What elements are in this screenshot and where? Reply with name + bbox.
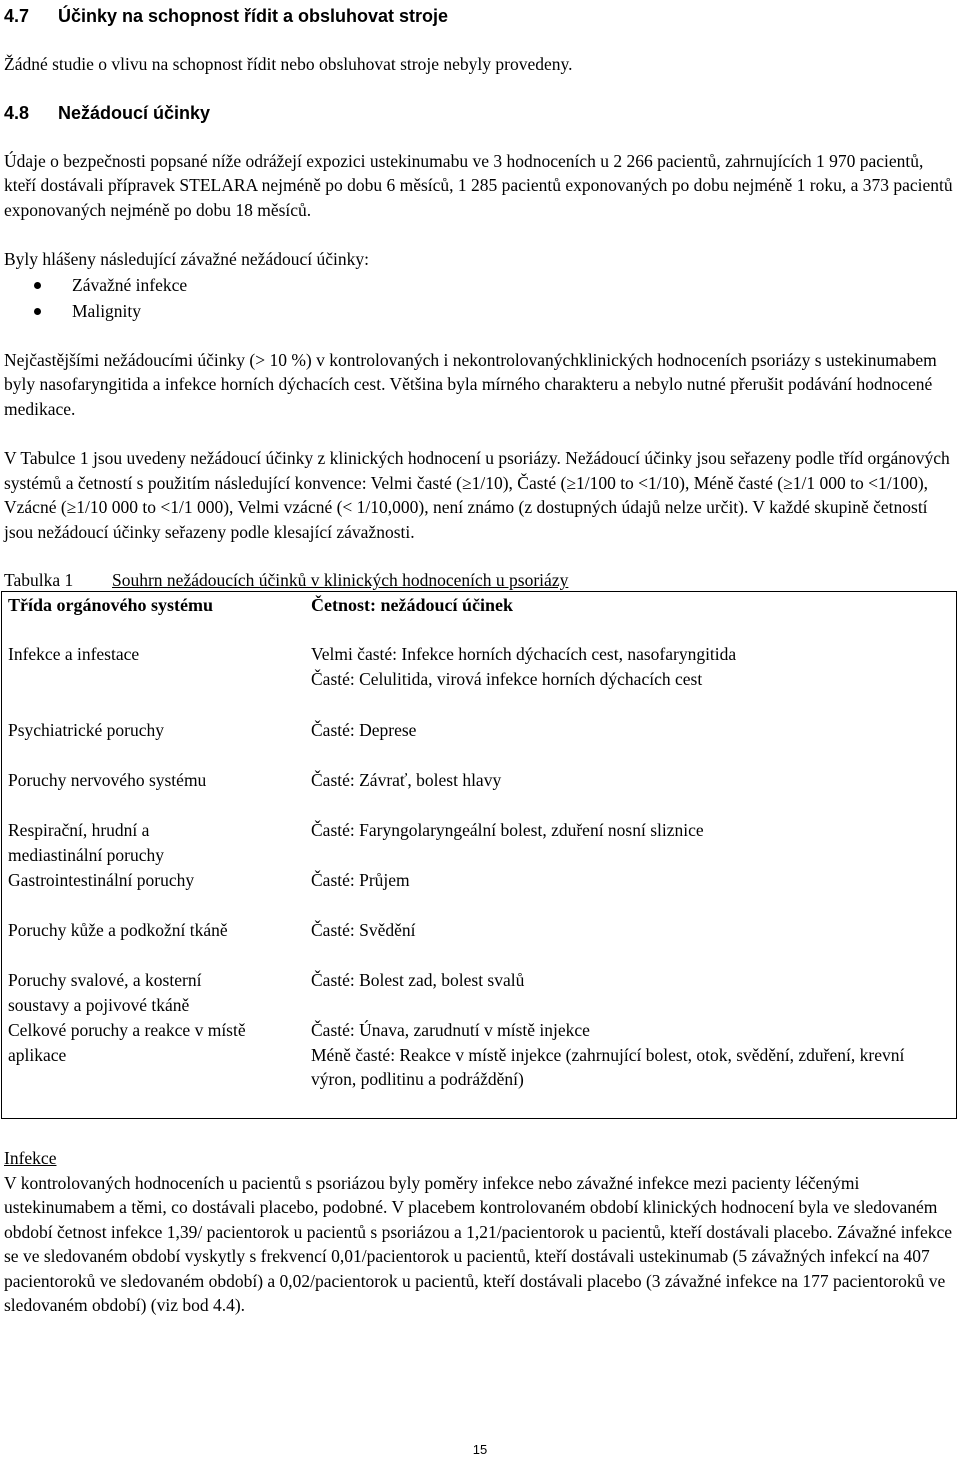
section-title: Nežádoucí účinky bbox=[58, 102, 211, 123]
section-number: 4.8 bbox=[4, 102, 30, 123]
soc-cell: Infekce a infestace bbox=[8, 644, 140, 664]
soc-cell: Poruchy kůže a podkožní tkáně bbox=[8, 920, 228, 940]
effects-cell: Velmi časté: Infekce horních dýchacích cest, nasofaryngitida Časté: Celulitida, virová infekce horních dýchacích cest bbox=[311, 644, 737, 689]
table-row bbox=[0, 642, 956, 718]
list-item: Závažné infekce bbox=[4, 272, 956, 298]
table-row bbox=[0, 918, 956, 968]
paragraph-safety: Údaje o bezpečnosti popsané níže odrážejí expozici ustekinumabu ve 3 hodnoceních u 2 266 pacientů, zahrnujících 1 970 pacientů, kteří dostávali přípravek STELARA nejméně po dobu 6 měsíců, 1 285 pacientů exponovaných po dobu nejméně 1 roku, a 373 pacientů exponovaných nejméně po dobu 18 měsíců. bbox=[4, 150, 953, 220]
table-row bbox=[0, 1018, 956, 1118]
serious-effects-list bbox=[4, 272, 956, 324]
table-row bbox=[0, 868, 956, 918]
effects-cell: Časté: Průjem bbox=[311, 870, 410, 890]
table-row bbox=[0, 718, 956, 768]
soc-cell: Psychiatrické poruchy bbox=[8, 720, 164, 740]
paragraph-infections: V kontrolovaných hodnoceních u pacientů s psoriázou byly poměry infekce nebo závažné infekce mezi pacienty léčenými ustekinumabem a těmi, co dostávali placebo, podobné. V placebem kontrolovaném období klinických hodnocení byla ve sledovaném období četnost infekce 1,39/ pacientorok u pacientů s psoriázou a 1,21/pacientorok u pacientů, kteří dostávali placebo. Závažné infekce se ve sledovaném období vyskytly s frekvencí 0,01/pacientorok u pacientů, kteří dostávali ustekinumab (5 závažných infekcí na 407 pacientoroků ve sledovaném období) a 0,02/pacientorok u pacientů, kteří dostávali placebo (3 závažné infekce na 177 pacientoroků ve sledovaném období) (viz bod 4.4). bbox=[4, 1172, 953, 1315]
paragraph-driving: Žádné studie o vlivu na schopnost řídit nebo obsluhovat stroje nebyly provedeny. bbox=[4, 54, 573, 74]
table-caption-label: Tabulka 1 bbox=[4, 570, 74, 590]
list-item: Malignity bbox=[4, 298, 956, 324]
soc-cell: Gastrointestinální poruchy bbox=[8, 870, 195, 890]
column-header-frequency: Četnost: nežádoucí účinek bbox=[311, 595, 513, 615]
effects-cell: Časté: Bolest zad, bolest svalů bbox=[311, 970, 525, 990]
document-page bbox=[4, 4, 956, 1318]
section-title: Účinky na schopnost řídit a obsluhovat stroje bbox=[58, 6, 449, 26]
bullet-icon bbox=[34, 282, 41, 289]
table-row bbox=[0, 818, 956, 868]
effects-cell: Časté: Deprese bbox=[311, 720, 417, 740]
table-header-row bbox=[0, 592, 956, 642]
effects-cell: Časté: Únava, zarudnutí v místě injekce Méně časté: Reakce v místě injekce (zahrnující bolest, otok, svědění, zduření, krevní výron, podlitinu a podráždění) bbox=[311, 1020, 905, 1089]
effects-cell: Časté: Faryngolaryngeální bolest, zduření nosní sliznice bbox=[311, 820, 704, 840]
column-header-soc: Třída orgánového systému bbox=[8, 595, 214, 615]
section-number: 4.7 bbox=[4, 6, 30, 26]
soc-cell: Celkové poruchy a reakce v místě aplikace bbox=[8, 1020, 246, 1065]
soc-cell: Poruchy nervového systému bbox=[8, 770, 207, 790]
page-number: 15 bbox=[472, 1442, 488, 1457]
paragraph-serious-intro: Byly hlášeny následující závažné nežádoucí účinky: bbox=[4, 249, 369, 269]
effects-cell: Časté: Závrať, bolest hlavy bbox=[311, 770, 502, 790]
table-caption-text: Souhrn nežádoucích účinků v klinických hodnoceních u psoriázy bbox=[112, 570, 569, 590]
paragraph-common-effects: Nejčastějšími nežádoucími účinky (> 10 %) v kontrolovaných i nekontrolovanýchklinických hodnoceních psoriázy s ustekinumabem byly nasofaryngitida a infekce horních dýchacích cest. Většina byla mírného charakteru a nebylo nutné přerušit podávání hodnocené medikace. bbox=[4, 349, 937, 419]
soc-cell: Respirační, hrudní a mediastinální poruchy bbox=[8, 820, 165, 865]
table-row bbox=[0, 968, 956, 1018]
section-heading-4-8 bbox=[4, 101, 956, 125]
adverse-effects-table bbox=[1, 591, 957, 1119]
infections-heading: Infekce bbox=[4, 1148, 57, 1168]
paragraph-table-intro: V Tabulce 1 jsou uvedeny nežádoucí účinky z klinických hodnocení u psoriázy. Nežádoucí účinky jsou seřazeny podle tříd orgánových systémů a četností s použitím následující konvence: Velmi časté (≥1/10), Časté (≥1/100 to <1/10), Méně časté (≥1/1 000 to <1/100), Vzácné (≥1/10 000 to <1/1 000), Velmi vzácné (< 1/10,000), není známo (z dostupných údajů nelze určit). V každé skupině četností jsou nežádoucí účinky seřazeny podle klesající závažnosti. bbox=[4, 448, 950, 542]
table-row bbox=[0, 768, 956, 818]
effects-cell: Časté: Svědění bbox=[311, 920, 416, 940]
section-heading-4-7 bbox=[4, 4, 956, 28]
soc-cell: Poruchy svalové, a kosterní soustavy a pojivové tkáně bbox=[8, 970, 202, 1015]
table-caption bbox=[4, 568, 956, 591]
bullet-icon bbox=[34, 308, 41, 315]
